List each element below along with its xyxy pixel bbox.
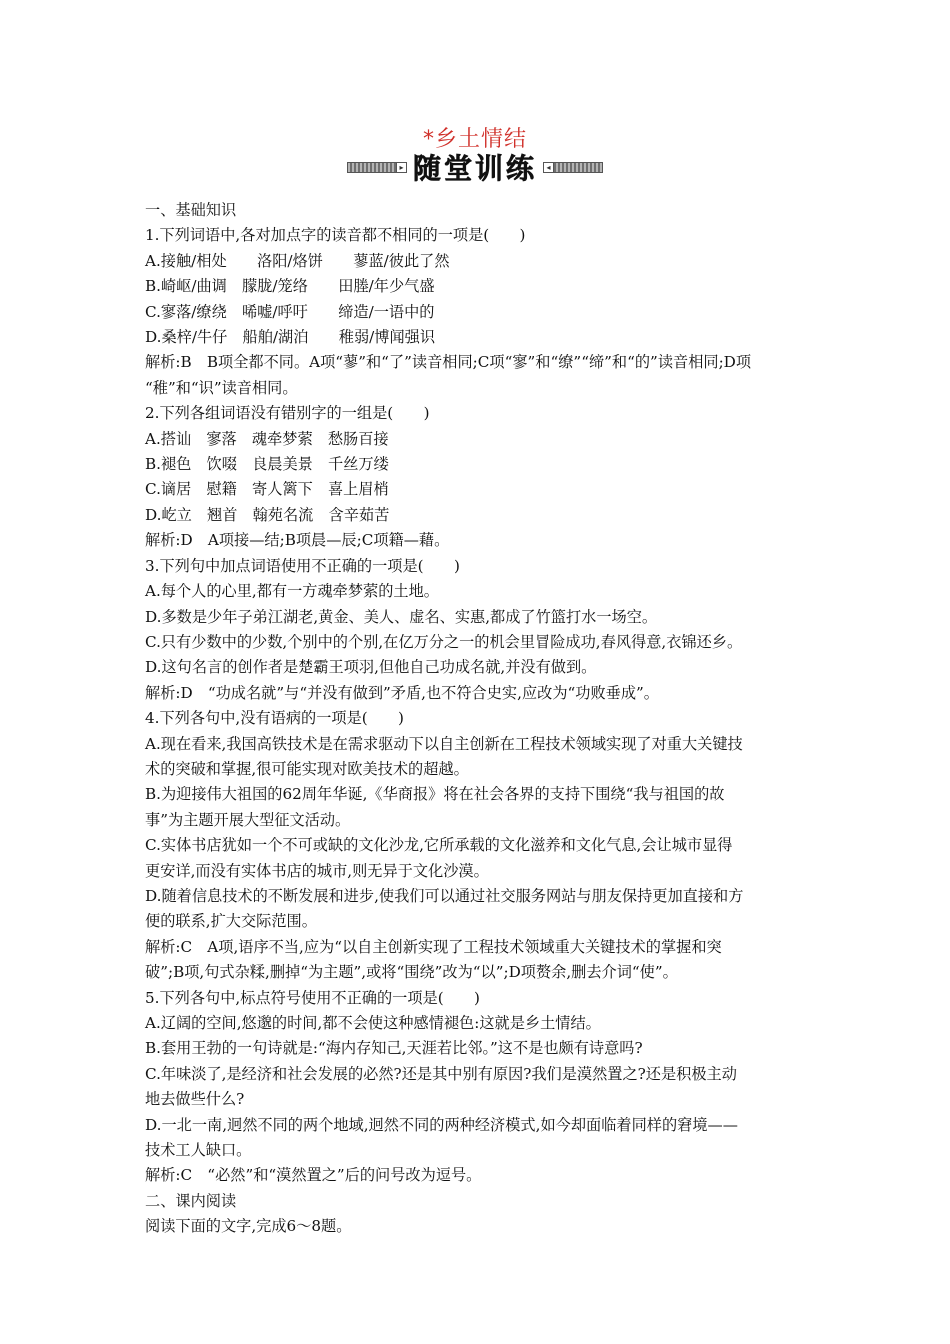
answer-explanation: “稚”和“识”读音相同。 [145, 378, 298, 397]
section-heading: 一、基础知识 [145, 201, 237, 219]
option-line: A.搭讪 寥落 魂牵梦萦 愁肠百接 [145, 429, 389, 448]
arrow-right-icon: ▸ [396, 162, 407, 173]
option-line: 更安详,而没有实体书店的城市,则无异于文化沙漠。 [145, 861, 489, 880]
section-banner [347, 150, 603, 184]
option-line: C.谪居 慰籍 寄人篱下 喜上眉梢 [145, 480, 389, 499]
option-line: A.每个人的心里,都有一方魂牵梦萦的土地。 [145, 582, 439, 601]
option-line: C.实体书店犹如一个不可或缺的文化沙龙,它所承载的文化滋养和文化气息,会让城市显得 [145, 836, 733, 855]
option-line: C.寥落/缭绕 唏嘘/呼吁 缔造/一语中的 [145, 302, 435, 321]
page-title: *乡土情结 [422, 127, 527, 152]
reading-instruction: 阅读下面的文字,完成6～8题。 [145, 1217, 352, 1236]
banner-title: 随堂训练 [413, 152, 538, 185]
option-line: D.这句名言的创作者是楚霸王项羽,但他自己功成名就,并没有做到。 [145, 658, 597, 677]
option-line: D.屹立 翘首 翰苑名流 含辛茹苦 [145, 505, 390, 524]
option-line: D.桑梓/牛仔 船舶/湖泊 稚弱/博闻强识 [145, 328, 436, 347]
question-stem: 1.下列词语中,各对加点字的读音都不相同的一项是( ) [145, 226, 526, 245]
option-line: 地去做些什么? [145, 1090, 245, 1109]
answer-explanation: 解析:D “功成名就”与“并没有做到”矛盾,也不符合史实,应改为“功败垂成”。 [145, 683, 659, 702]
answer-explanation: 解析:D A项接—结;B项晨—辰;C项籍—藉。 [145, 531, 450, 550]
option-line: A.现在看来,我国高铁技术是在需求驱动下以自主创新在工程技术领域实现了对重大关键技 [145, 734, 743, 753]
option-line: D.多数是少年子弟江湖老,黄金、美人、虚名、实惠,都成了竹篮打水一场空。 [145, 607, 658, 626]
option-line: 便的联系,扩大交际范围。 [145, 912, 317, 931]
option-line: 技术工人缺口。 [145, 1141, 252, 1160]
option-line: 事”为主题开展大型征文活动。 [145, 810, 351, 829]
option-line: A.接触/相处 洛阳/烙饼 蓼蓝/彼此了然 [145, 251, 450, 270]
answer-explanation: 解析:C A项,语序不当,应为“以自主创新实现了工程技术领域重大关键技术的掌握和突 [145, 937, 722, 956]
option-line: B.套用王勃的一句诗就是:“海内存知己,天涯若比邻。”这不是也颇有诗意吗? [145, 1039, 643, 1058]
question-stem: 2.下列各组词语没有错别字的一组是( ) [145, 404, 430, 423]
answer-explanation: 解析:C “必然”和“漠然置之”后的问号改为逗号。 [145, 1166, 482, 1185]
exercise-content [145, 198, 815, 1240]
section-heading: 二、课内阅读 [145, 1191, 237, 1210]
option-line: A.辽阔的空间,悠邈的时间,都不会使这种感情褪色:这就是乡土情结。 [145, 1014, 601, 1032]
banner-right-bar [543, 162, 603, 173]
answer-explanation: 解析:B B项全都不同。A项“蓼”和“了”读音相同;C项“寥”和“缭”“缔”和“的”读音相同;D项 [145, 353, 752, 372]
question-stem: 5.下列各句中,标点符号使用不正确的一项是( ) [145, 988, 480, 1007]
option-line: D.一北一南,迥然不同的两个地域,迥然不同的两种经济模式,如今却面临着同样的窘境—— [145, 1115, 738, 1134]
arrow-left-icon: ◂ [543, 162, 554, 173]
answer-explanation: 破”;B项,句式杂糅,删掉“为主题”,或将“围绕”改为“以”;D项赘余,删去介词“使”。 [145, 963, 678, 982]
question-stem: 4.下列各句中,没有语病的一项是( ) [145, 709, 404, 728]
option-line: D.随着信息技术的不断发展和进步,使我们可以通过社交服务网站与朋友保持更加直接和方 [145, 886, 744, 905]
option-line: B.崎岖/曲调 朦胧/笼络 田塍/年少气盛 [145, 277, 435, 296]
option-line: 术的突破和掌握,很可能实现对欧美技术的超越。 [145, 759, 469, 778]
option-line: C.只有少数中的少数,个别中的个别,在亿万分之一的机会里冒险成功,春风得意,衣锦还乡。 [145, 632, 743, 651]
question-stem: 3.下列句中加点词语使用不正确的一项是( ) [145, 556, 460, 575]
option-line: B.褪色 饮啜 良晨美景 千丝万缕 [145, 455, 389, 474]
banner-left-bar [347, 162, 407, 173]
option-line: B.为迎接伟大祖国的62周年华诞,《华商报》将在社会各界的支持下围绕“我与祖国的故 [145, 785, 725, 804]
option-line: C.年味淡了,是经济和社会发展的必然?还是其中别有原因?我们是漠然置之?还是积极主动 [145, 1064, 737, 1083]
